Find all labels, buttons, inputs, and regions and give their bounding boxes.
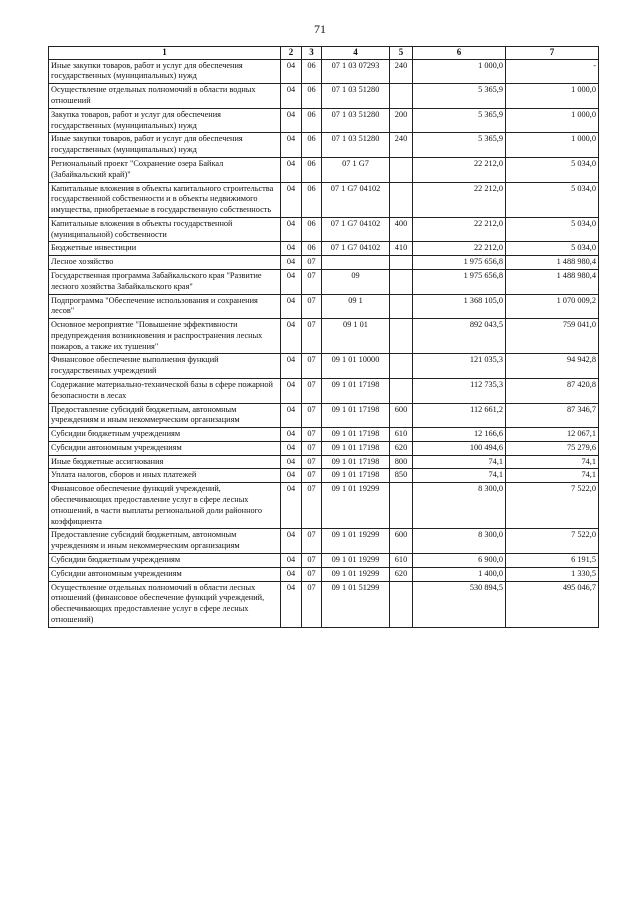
- table-row: [49, 529, 599, 554]
- section-code-cell: 04: [281, 319, 302, 354]
- subsection-code-cell: 06: [302, 182, 322, 217]
- amount-year-1-cell: 5 365,9: [413, 133, 506, 158]
- table-body: [49, 59, 599, 627]
- amount-year-2-cell: 1 000,0: [506, 84, 599, 109]
- section-code-cell: 04: [281, 455, 302, 469]
- subsection-code-cell: 07: [302, 455, 322, 469]
- row-name-cell: Капитальные вложения в объекты государственной (муниципальной) собственности: [49, 217, 281, 242]
- section-code-cell: 04: [281, 441, 302, 455]
- table-row: [49, 108, 599, 133]
- amount-year-1-cell: 5 365,9: [413, 84, 506, 109]
- amount-year-2-cell: 75 279,6: [506, 441, 599, 455]
- section-code-cell: 04: [281, 553, 302, 567]
- table-row: [49, 182, 599, 217]
- amount-year-2-cell: 7 522,0: [506, 483, 599, 529]
- amount-year-2-cell: 7 522,0: [506, 529, 599, 554]
- amount-year-2-cell: 1 000,0: [506, 108, 599, 133]
- section-code-cell: 04: [281, 242, 302, 256]
- amount-year-1-cell: 121 035,3: [413, 354, 506, 379]
- amount-year-1-cell: 1 400,0: [413, 567, 506, 581]
- expense-type-cell: 620: [390, 567, 413, 581]
- row-name-cell: Закупка товаров, работ и услуг для обеспечения государственных (муниципальных) нужд: [49, 108, 281, 133]
- amount-year-2-cell: 1 488 980,4: [506, 256, 599, 270]
- table-row: [49, 157, 599, 182]
- section-code-cell: 04: [281, 157, 302, 182]
- section-code-cell: 04: [281, 182, 302, 217]
- expense-type-cell: 610: [390, 428, 413, 442]
- row-name-cell: Государственная программа Забайкальского края "Развитие лесного хозяйства Забайкальского края": [49, 269, 281, 294]
- subsection-code-cell: 06: [302, 242, 322, 256]
- target-article-cell: 09 1 01 19299: [322, 553, 390, 567]
- amount-year-2-cell: 74,1: [506, 455, 599, 469]
- subsection-code-cell: 07: [302, 319, 322, 354]
- expense-type-cell: 410: [390, 242, 413, 256]
- table-row: [49, 553, 599, 567]
- amount-year-2-cell: 5 034,0: [506, 157, 599, 182]
- table-row: [49, 59, 599, 84]
- amount-year-1-cell: 100 494,6: [413, 441, 506, 455]
- table-row: [49, 428, 599, 442]
- expense-type-cell: 400: [390, 217, 413, 242]
- amount-year-1-cell: 112 661,2: [413, 403, 506, 428]
- amount-year-1-cell: 8 300,0: [413, 529, 506, 554]
- table-row: [49, 441, 599, 455]
- row-name-cell: Лесное хозяйство: [49, 256, 281, 270]
- expense-type-cell: [390, 256, 413, 270]
- table-row: [49, 455, 599, 469]
- expense-type-cell: [390, 269, 413, 294]
- section-code-cell: 04: [281, 428, 302, 442]
- row-name-cell: Иные закупки товаров, работ и услуг для обеспечения государственных (муниципальных) нужд: [49, 59, 281, 84]
- amount-year-1-cell: 74,1: [413, 469, 506, 483]
- amount-year-1-cell: 6 900,0: [413, 553, 506, 567]
- amount-year-2-cell: 495 046,7: [506, 581, 599, 627]
- expense-type-cell: 620: [390, 441, 413, 455]
- amount-year-2-cell: 87 420,8: [506, 379, 599, 404]
- target-article-cell: 09 1: [322, 294, 390, 319]
- table-row: [49, 217, 599, 242]
- row-name-cell: Осуществление отдельных полномочий в области лесных отношений (финансовое обеспечение функций учреждений, обеспечивающих предоставление услуг в сфере лесных отношений): [49, 581, 281, 627]
- target-article-cell: 09 1 01 17198: [322, 469, 390, 483]
- expense-type-cell: [390, 379, 413, 404]
- column-header: 5: [390, 47, 413, 60]
- amount-year-2-cell: 5 034,0: [506, 217, 599, 242]
- amount-year-2-cell: 94 942,8: [506, 354, 599, 379]
- table-row: [49, 379, 599, 404]
- subsection-code-cell: 07: [302, 567, 322, 581]
- section-code-cell: 04: [281, 483, 302, 529]
- target-article-cell: 07 1 G7: [322, 157, 390, 182]
- section-code-cell: 04: [281, 269, 302, 294]
- expense-type-cell: [390, 581, 413, 627]
- section-code-cell: 04: [281, 529, 302, 554]
- target-article-cell: 09 1 01 19299: [322, 567, 390, 581]
- section-code-cell: 04: [281, 354, 302, 379]
- target-article-cell: 07 1 G7 04102: [322, 242, 390, 256]
- amount-year-2-cell: 1 488 980,4: [506, 269, 599, 294]
- row-name-cell: Подпрограмма "Обеспечение использования и сохранения лесов": [49, 294, 281, 319]
- target-article-cell: 09 1 01 17198: [322, 403, 390, 428]
- subsection-code-cell: 07: [302, 529, 322, 554]
- amount-year-2-cell: 12 067,1: [506, 428, 599, 442]
- table-row: [49, 403, 599, 428]
- target-article-cell: 07 1 03 51280: [322, 108, 390, 133]
- amount-year-2-cell: 5 034,0: [506, 242, 599, 256]
- expense-type-cell: 240: [390, 59, 413, 84]
- column-header: 6: [413, 47, 506, 60]
- section-code-cell: 04: [281, 379, 302, 404]
- column-header: 4: [322, 47, 390, 60]
- amount-year-1-cell: 12 166,6: [413, 428, 506, 442]
- table-row: [49, 133, 599, 158]
- subsection-code-cell: 07: [302, 403, 322, 428]
- section-code-cell: 04: [281, 256, 302, 270]
- subsection-code-cell: 07: [302, 256, 322, 270]
- expense-type-cell: 240: [390, 133, 413, 158]
- amount-year-1-cell: 22 212,0: [413, 242, 506, 256]
- subsection-code-cell: 07: [302, 581, 322, 627]
- table-row: [49, 567, 599, 581]
- section-code-cell: 04: [281, 217, 302, 242]
- subsection-code-cell: 06: [302, 217, 322, 242]
- row-name-cell: Субсидии бюджетным учреждениям: [49, 553, 281, 567]
- row-name-cell: Капитальные вложения в объекты капитального строительства государственной собственности и в объекты недвижимого имущества, приобретаемые в государственную собственность: [49, 182, 281, 217]
- expense-type-cell: [390, 319, 413, 354]
- amount-year-2-cell: 6 191,5: [506, 553, 599, 567]
- target-article-cell: 07 1 G7 04102: [322, 217, 390, 242]
- row-name-cell: Иные бюджетные ассигнования: [49, 455, 281, 469]
- row-name-cell: Субсидии автономным учреждениям: [49, 441, 281, 455]
- amount-year-1-cell: 892 043,5: [413, 319, 506, 354]
- row-name-cell: Субсидии автономным учреждениям: [49, 567, 281, 581]
- target-article-cell: 09 1 01: [322, 319, 390, 354]
- amount-year-1-cell: 1 000,0: [413, 59, 506, 84]
- row-name-cell: Региональный проект "Сохранение озера Байкал (Забайкальский край)": [49, 157, 281, 182]
- row-name-cell: Финансовое обеспечение функций учреждений, обеспечивающих предоставление услуг в сфере лесных отношений, в части выплаты региональной доли районного коэффициента: [49, 483, 281, 529]
- row-name-cell: Субсидии бюджетным учреждениям: [49, 428, 281, 442]
- amount-year-1-cell: 1 975 656,8: [413, 269, 506, 294]
- target-article-cell: 07 1 G7 04102: [322, 182, 390, 217]
- target-article-cell: 07 1 03 07293: [322, 59, 390, 84]
- target-article-cell: 09: [322, 269, 390, 294]
- amount-year-1-cell: 530 894,5: [413, 581, 506, 627]
- table-header-row: [49, 47, 599, 60]
- expense-type-cell: [390, 294, 413, 319]
- row-name-cell: Бюджетные инвестиции: [49, 242, 281, 256]
- expense-type-cell: 850: [390, 469, 413, 483]
- expense-type-cell: [390, 84, 413, 109]
- table-row: [49, 581, 599, 627]
- column-header: 1: [49, 47, 281, 60]
- table-row: [49, 319, 599, 354]
- amount-year-1-cell: 5 365,9: [413, 108, 506, 133]
- row-name-cell: Основное мероприятие "Повышение эффективности предупреждения возникновения и распространения лесных пожаров, а также их тушения": [49, 319, 281, 354]
- row-name-cell: Содержание материально-технической базы в сфере пожарной безопасности в лесах: [49, 379, 281, 404]
- expense-type-cell: 600: [390, 529, 413, 554]
- subsection-code-cell: 06: [302, 108, 322, 133]
- amount-year-1-cell: 1 368 105,0: [413, 294, 506, 319]
- target-article-cell: 07 1 03 51280: [322, 133, 390, 158]
- amount-year-2-cell: 1 000,0: [506, 133, 599, 158]
- column-header: 7: [506, 47, 599, 60]
- subsection-code-cell: 07: [302, 428, 322, 442]
- table-row: [49, 469, 599, 483]
- amount-year-2-cell: -: [506, 59, 599, 84]
- target-article-cell: 09 1 01 10000: [322, 354, 390, 379]
- section-code-cell: 04: [281, 108, 302, 133]
- subsection-code-cell: 07: [302, 553, 322, 567]
- expense-type-cell: 800: [390, 455, 413, 469]
- expense-type-cell: 600: [390, 403, 413, 428]
- target-article-cell: 09 1 01 17198: [322, 455, 390, 469]
- expense-type-cell: 610: [390, 553, 413, 567]
- target-article-cell: 09 1 01 17198: [322, 441, 390, 455]
- target-article-cell: 07 1 03 51280: [322, 84, 390, 109]
- section-code-cell: 04: [281, 567, 302, 581]
- row-name-cell: Уплата налогов, сборов и иных платежей: [49, 469, 281, 483]
- table-row: [49, 269, 599, 294]
- amount-year-1-cell: 22 212,0: [413, 217, 506, 242]
- expense-type-cell: 200: [390, 108, 413, 133]
- section-code-cell: 04: [281, 84, 302, 109]
- amount-year-2-cell: 1 070 009,2: [506, 294, 599, 319]
- subsection-code-cell: 07: [302, 483, 322, 529]
- subsection-code-cell: 07: [302, 354, 322, 379]
- amount-year-2-cell: 759 041,0: [506, 319, 599, 354]
- subsection-code-cell: 07: [302, 469, 322, 483]
- budget-table: [48, 46, 599, 628]
- subsection-code-cell: 07: [302, 294, 322, 319]
- section-code-cell: 04: [281, 59, 302, 84]
- amount-year-1-cell: 22 212,0: [413, 157, 506, 182]
- amount-year-2-cell: 74,1: [506, 469, 599, 483]
- table-row: [49, 354, 599, 379]
- column-header: 3: [302, 47, 322, 60]
- row-name-cell: Финансовое обеспечение выполнения функций государственных учреждений: [49, 354, 281, 379]
- amount-year-2-cell: 1 330,5: [506, 567, 599, 581]
- subsection-code-cell: 06: [302, 59, 322, 84]
- target-article-cell: 09 1 01 51299: [322, 581, 390, 627]
- amount-year-1-cell: 74,1: [413, 455, 506, 469]
- target-article-cell: 09 1 01 19299: [322, 529, 390, 554]
- table-row: [49, 242, 599, 256]
- column-header: 2: [281, 47, 302, 60]
- expense-type-cell: [390, 157, 413, 182]
- expense-type-cell: [390, 182, 413, 217]
- section-code-cell: 04: [281, 469, 302, 483]
- subsection-code-cell: 07: [302, 441, 322, 455]
- subsection-code-cell: 07: [302, 379, 322, 404]
- target-article-cell: [322, 256, 390, 270]
- subsection-code-cell: 06: [302, 157, 322, 182]
- subsection-code-cell: 07: [302, 269, 322, 294]
- section-code-cell: 04: [281, 403, 302, 428]
- amount-year-1-cell: 22 212,0: [413, 182, 506, 217]
- amount-year-1-cell: 8 300,0: [413, 483, 506, 529]
- row-name-cell: Предоставление субсидий бюджетным, автономным учреждениям и иным некоммерческим организациям: [49, 529, 281, 554]
- amount-year-2-cell: 5 034,0: [506, 182, 599, 217]
- table-row: [49, 483, 599, 529]
- page-number: 71: [314, 22, 326, 36]
- row-name-cell: Предоставление субсидий бюджетным, автономным учреждениям и иным некоммерческим организациям: [49, 403, 281, 428]
- section-code-cell: 04: [281, 133, 302, 158]
- table-row: [49, 294, 599, 319]
- table-row: [49, 256, 599, 270]
- target-article-cell: 09 1 01 19299: [322, 483, 390, 529]
- subsection-code-cell: 06: [302, 84, 322, 109]
- target-article-cell: 09 1 01 17198: [322, 428, 390, 442]
- expense-type-cell: [390, 483, 413, 529]
- target-article-cell: 09 1 01 17198: [322, 379, 390, 404]
- table-row: [49, 84, 599, 109]
- expense-type-cell: [390, 354, 413, 379]
- row-name-cell: Осуществление отдельных полномочий в области водных отношений: [49, 84, 281, 109]
- amount-year-1-cell: 1 975 656,8: [413, 256, 506, 270]
- row-name-cell: Иные закупки товаров, работ и услуг для обеспечения государственных (муниципальных) нужд: [49, 133, 281, 158]
- amount-year-2-cell: 87 346,7: [506, 403, 599, 428]
- section-code-cell: 04: [281, 294, 302, 319]
- section-code-cell: 04: [281, 581, 302, 627]
- subsection-code-cell: 06: [302, 133, 322, 158]
- amount-year-1-cell: 112 735,3: [413, 379, 506, 404]
